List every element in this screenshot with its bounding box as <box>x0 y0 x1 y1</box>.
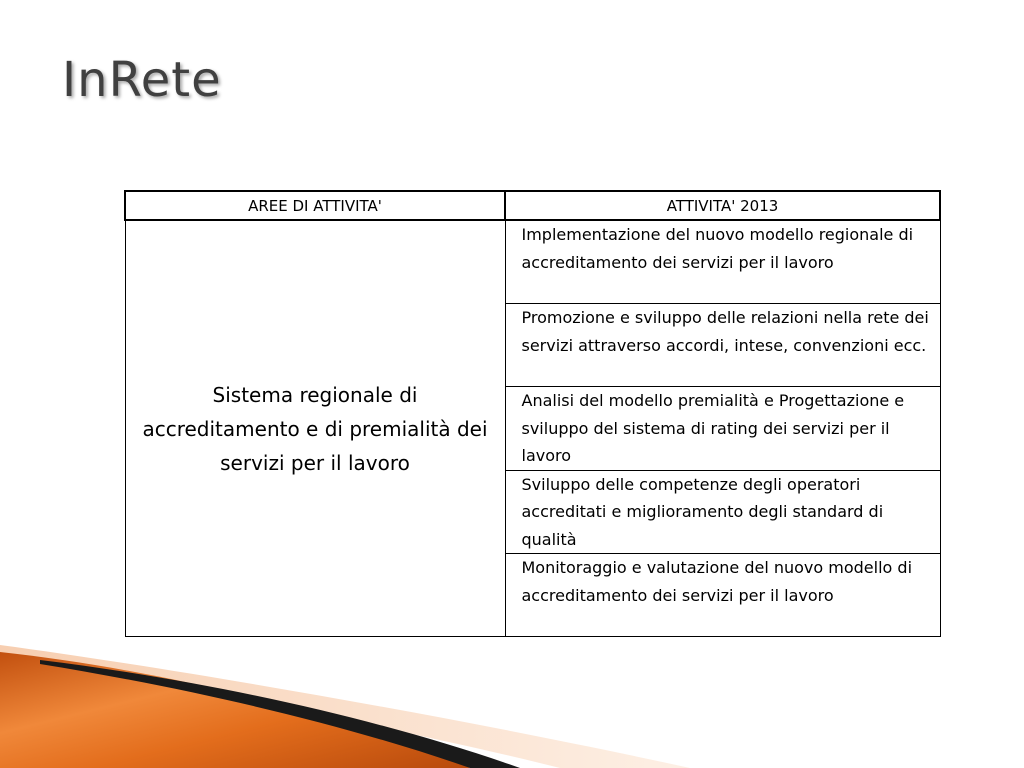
header-activities: ATTIVITA' 2013 <box>505 191 940 220</box>
area-cell: Sistema regionale di accreditamento e di premialità dei servizi per il lavoro <box>125 220 505 637</box>
table-header-row <box>125 191 940 220</box>
activity-cell-2: Promozione e sviluppo delle relazioni nella rete dei servizi attraverso accordi, intese, convenzioni ecc. <box>505 304 940 387</box>
header-area: AREE DI ATTIVITA' <box>125 191 505 220</box>
table-row <box>125 220 940 304</box>
activity-cell-1: Implementazione del nuovo modello regionale di accreditamento dei servizi per il lavoro <box>505 220 940 304</box>
swoosh-black-stripe <box>40 660 520 768</box>
activity-cell-4: Sviluppo delle competenze degli operatori accreditati e miglioramento degli standard di qualità <box>505 470 940 554</box>
swoosh-peach-band <box>0 645 690 768</box>
activities-table-container <box>124 190 941 637</box>
swoosh-orange-band <box>0 652 470 768</box>
activities-table <box>124 190 941 637</box>
activity-cell-5: Monitoraggio e valutazione del nuovo modello di accreditamento dei servizi per il lavoro <box>505 554 940 637</box>
activity-cell-3: Analisi del modello premialità e Progettazione e sviluppo del sistema di rating dei servizi per il lavoro <box>505 387 940 471</box>
slide-title: InRete <box>62 52 222 108</box>
